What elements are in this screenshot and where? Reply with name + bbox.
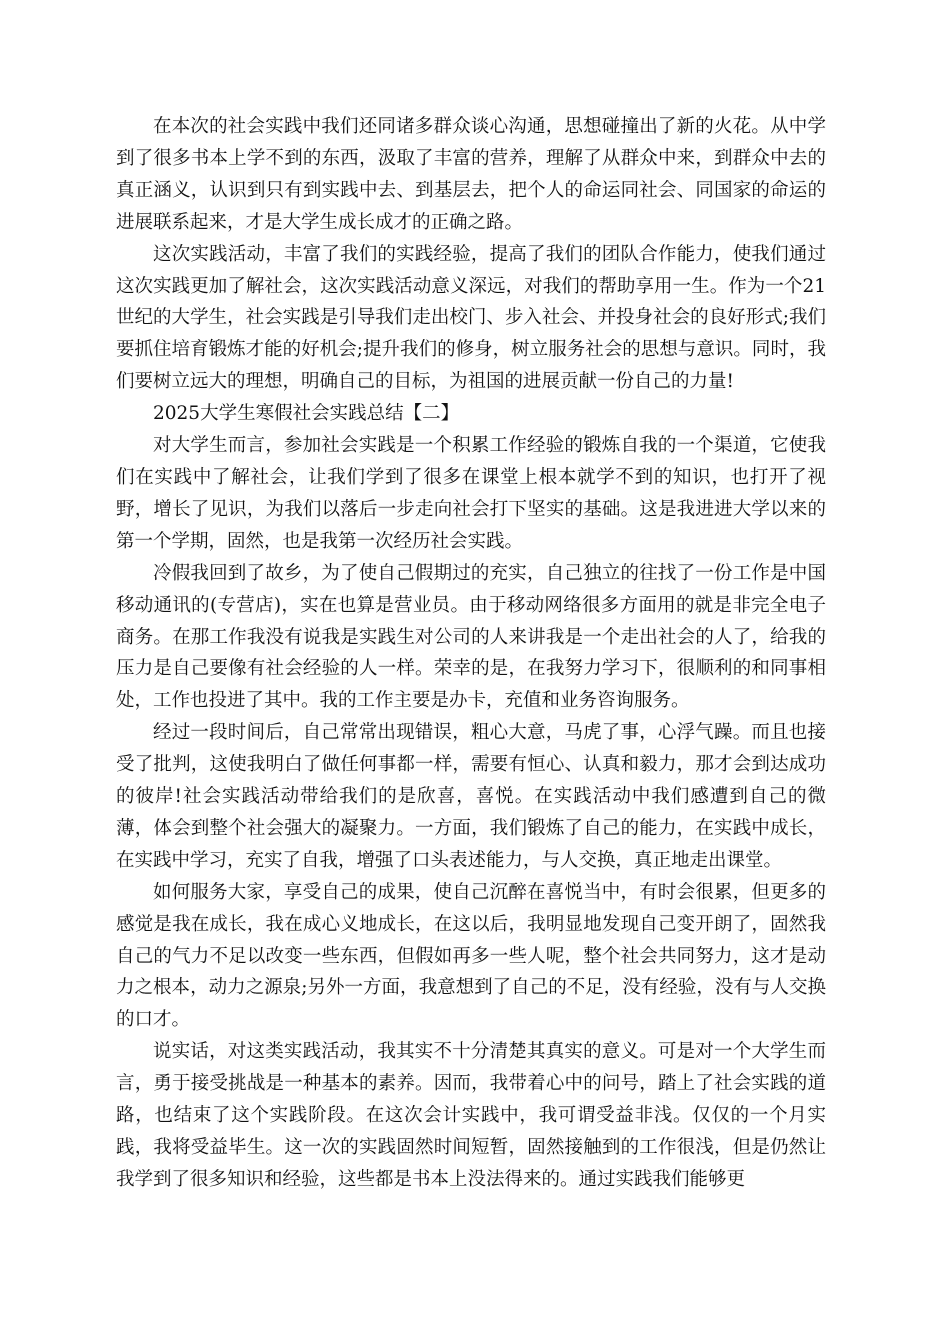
section-heading: 2025大学生寒假社会实践总结【二】: [153, 403, 460, 425]
paragraph-4: 冷假我回到了故乡，为了使自己假期过的充实，自己独立的往找了一份工作是中国移动通讯的(专营店)，实在也算是营业员。由于移动网络很多方面用的就是非完全电子商务。在那工作我没有说我是实践生对公司的人来讲我是一个走出社会的人了，给我的压力是自己要像有社会经验的人一样。荣幸的是，在我努力学习下，很顺利的和同事相处，工作也投进了其中。我的工作主要是办卡，充值和业务咨询服务。: [116, 562, 826, 712]
paragraph-7: 说实话，对这类实践活动，我其实不十分清楚其真实的意义。可是对一个大学生而言，勇于接受挑战是一种基本的素养。因而，我带着心中的问号，踏上了社会实践的道路，也结束了这个实践阶段。在这次会计实践中，我可谓受益非浅。仅仅的一个月实践，我将受益毕生。这一次的实践固然时间短暂，固然接触到的工作很浅，但是仍然让我学到了很多知识和经验，这些都是书本上没法得来的。通过实践我们能够更: [116, 1041, 826, 1190]
paragraph-6: 如何服务大家，享受自己的成果，使自己沉醉在喜悦当中，有时会很累，但更多的感觉是我在成长，我在成心义地成长，在这以后，我明显地发现自己变开朗了，固然我自己的气力不足以改变一些东西，但假如再多一些人呢，整个社会共同努力，这才是动力之根本，动力之源泉;另外一方面，我意想到了自己的不足，没有经验，没有与人交换的口才。: [116, 881, 826, 1031]
paragraph-1: 在本次的社会实践中我们还同诸多群众谈心沟通，思想碰撞出了新的火花。从中学到了很多书本上学不到的东西，汲取了丰富的营养，理解了从群众中来，到群众中去的真正涵义，认识到只有到实践中去、到基层去，把个人的命运同社会、同国家的命运的进展联系起来，才是大学生成长成才的正确之路。: [116, 116, 826, 233]
paragraph-3: 对大学生而言，参加社会实践是一个积累工作经验的锻炼自我的一个渠道，它使我们在实践中了解社会，让我们学到了很多在课堂上根本就学不到的知识，也打开了视野，增长了见识，为我们以落后一步走向社会打下坚实的基础。这是我进进大学以来的第一个学期，固然，也是我第一次经历社会实践。: [116, 435, 826, 552]
paragraph-5: 经过一段时间后，自己常常出现错误，粗心大意，马虎了事，心浮气躁。而且也接受了批判，这使我明白了做任何事都一样，需要有恒心、认真和毅力，那才会到达成功的彼岸!社会实践活动带给我们的是欣喜，喜悦。在实践活动中我们感遭到自己的微薄，体会到整个社会强大的凝聚力。一方面，我们锻炼了自己的能力，在实践中成长，在实践中学习，充实了自我，增强了口头表述能力，与人交换，真正地走出课堂。: [116, 722, 826, 871]
paragraph-2: 这次实践活动，丰富了我们的实践经验，提高了我们的团队合作能力，使我们通过这次实践更加了解社会，这次实践活动意义深远，对我们的帮助享用一生。作为一个21世纪的大学生，社会实践是引导我们走出校门、步入社会、并投身社会的良好形式;我们要抓住培育锻炼才能的好机会;提升我们的修身，树立服务社会的思想与意识。同时，我们要树立远大的理想，明确自己的目标，为祖国的进展贡献一份自己的力量!: [116, 243, 826, 393]
document-page: [116, 111, 826, 1196]
